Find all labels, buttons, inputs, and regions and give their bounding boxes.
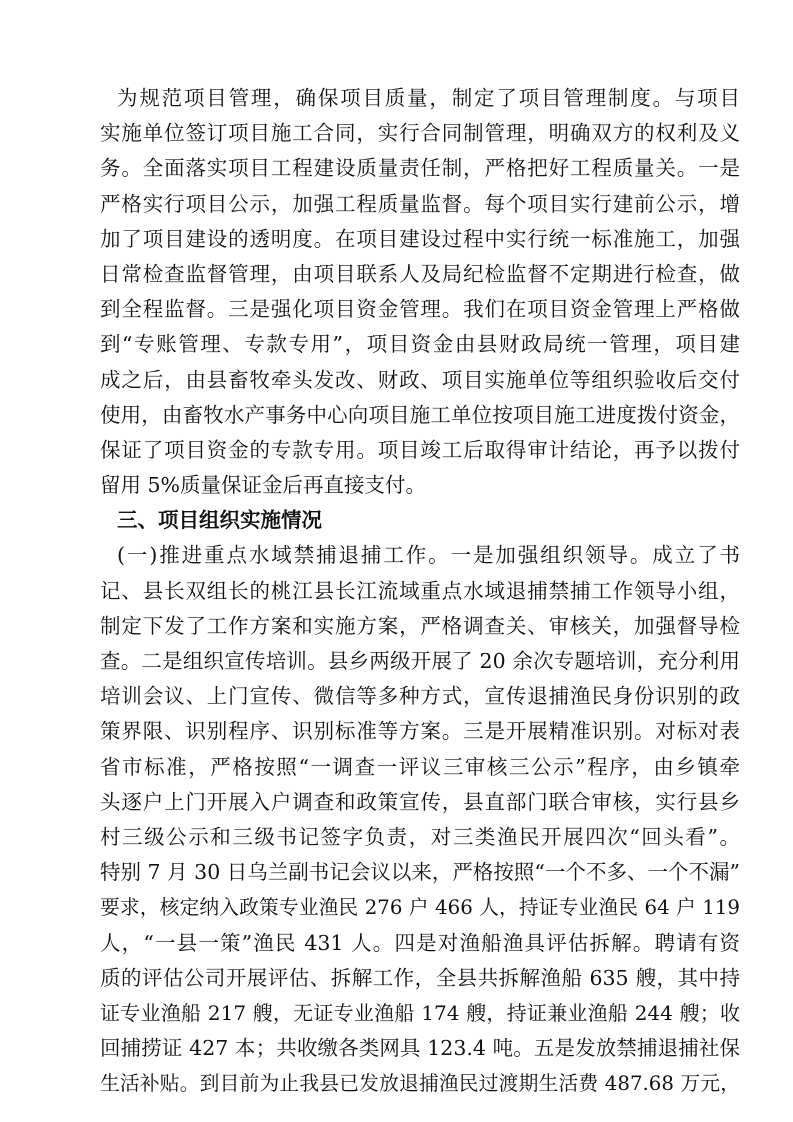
text-line: 到全程监督。三是强化项目资金管理。我们在项目资金管理上严格做 <box>100 297 740 322</box>
text-line: 务。全面落实项目工程建设质量责任制，严格把好工程质量关。一是 <box>100 156 740 181</box>
text-line: 质的评估公司开展评估、拆解工作，全县共拆解渔船 635 艘，其中持 <box>100 965 740 990</box>
text-line: (一)推进重点水域禁捕退捕工作。一是加强组织领导。成立了书 <box>117 543 740 568</box>
text-line: 证专业渔船 217 艘，无证专业渔船 174 艘，持证兼业渔船 244 艘；收 <box>100 1000 740 1025</box>
text-line: 要求，核定纳入政策专业渔民 276 户 466 人，持证专业渔民 64 户 119 <box>100 896 740 920</box>
text-line: 特别 7 月 30 日乌兰副书记会议以来，严格按照“一个不多、一个不漏” <box>100 860 740 885</box>
paragraph-fishing-ban <box>100 538 740 1101</box>
text-line: 留用 5%质量保证金后再直接支付。 <box>100 473 427 498</box>
text-line: 成之后，由县畜牧牵头发改、财政、项目实施单位等组织验收后交付 <box>100 367 740 392</box>
text-line: 到“专账管理、专款专用”，项目资金由县财政局统一管理，项目建 <box>100 332 740 357</box>
text-line: 策界限、识别程序、识别标准等方案。三是开展精准识别。对标对表 <box>100 719 740 744</box>
text-line: 加了项目建设的透明度。在项目建设过程中实行统一标准施工，加强 <box>100 226 740 251</box>
text-line: 制定下发了工作方案和实施方案，严格调查关、审核关，加强督导检 <box>100 613 740 638</box>
text-line: 保证了项目资金的专款专用。项目竣工后取得审计结论，再予以拨付 <box>100 437 740 462</box>
text-line: 回捕捞证 427 本；共收缴各类网具 123.4 吨。五是发放禁捕退捕社保 <box>100 1036 740 1061</box>
text-line: 头逐户上门开展入户调查和政策宣传，县直部门联合审核，实行县乡 <box>100 789 740 814</box>
text-line: 省市标准，严格按照“一调查一评议三审核三公示”程序，由乡镇牵 <box>100 754 740 779</box>
paragraph-project-management <box>100 81 740 503</box>
text-line: 为规范项目管理，确保项目质量，制定了项目管理制度。与项目 <box>117 86 740 110</box>
text-line: 日常检查监督管理，由项目联系人及局纪检监督不定期进行检查，做 <box>100 261 740 286</box>
text-line: 使用，由畜牧水产事务中心向项目施工单位按项目施工进度拨付资金， <box>100 402 740 427</box>
section-heading: 三、项目组织实施情况 <box>117 508 322 533</box>
text-line: 生活补贴。到目前为止我县已发放退捕渔民过渡期生活费 487.68 万元， <box>100 1072 740 1096</box>
document-body <box>100 81 740 1101</box>
text-line: 人，“一县一策”渔民 431 人。四是对渔船渔具评估拆解。聘请有资 <box>100 930 740 955</box>
text-line: 培训会议、上门宣传、微信等多种方式，宣传退捕渔民身份识别的政 <box>100 684 740 709</box>
text-line: 记、县长双组长的桃江县长江流域重点水域退捕禁捕工作领导小组， <box>100 578 740 603</box>
text-line: 村三级公示和三级书记签字负责，对三类渔民开展四次“回头看”。 <box>100 824 740 849</box>
text-line: 实施单位签订项目施工合同，实行合同制管理，明确双方的权利及义 <box>100 121 740 146</box>
text-line: 查。二是组织宣传培训。县乡两级开展了 20 余次专题培训，充分利用 <box>100 649 740 673</box>
text-line: 严格实行项目公示，加强工程质量监督。每个项目实行建前公示，增 <box>100 191 740 216</box>
